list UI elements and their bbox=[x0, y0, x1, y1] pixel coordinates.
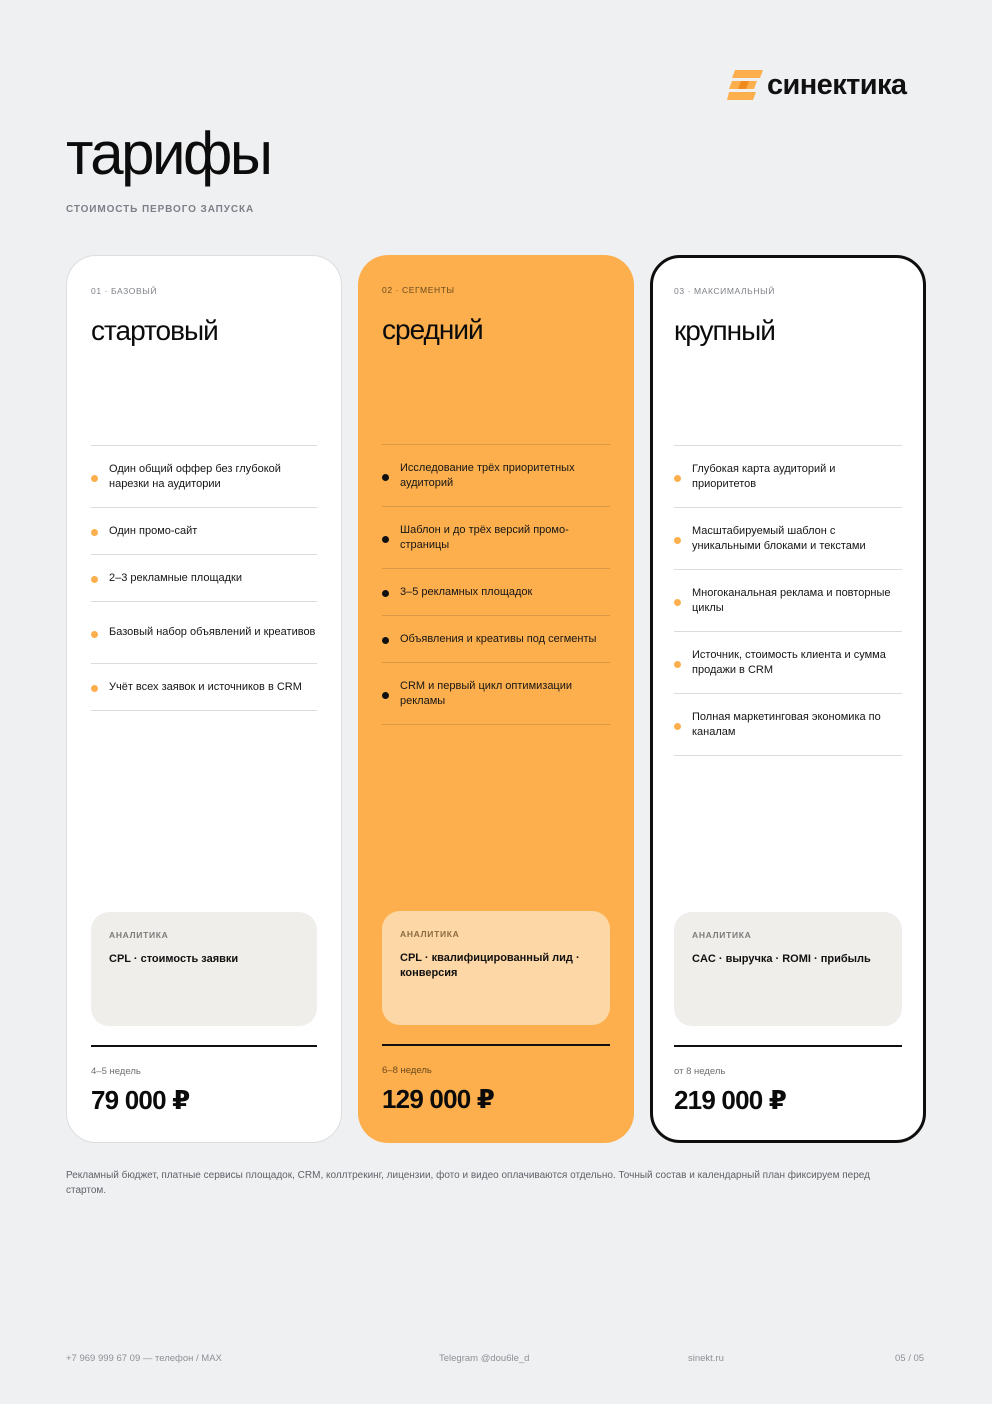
feature-item: CRM и первый цикл оптимизации рекламы bbox=[382, 663, 610, 725]
footer-telegram[interactable]: Telegram @dou6le_d bbox=[439, 1353, 530, 1364]
brand-logo bbox=[727, 70, 906, 100]
brand-mark-icon bbox=[727, 70, 763, 100]
feature-item: 2–3 рекламные площадки bbox=[91, 555, 317, 602]
analytics-box bbox=[674, 912, 902, 1026]
analytics-value: CPL · квалифицированный лид · конверсия bbox=[400, 952, 580, 979]
plan-name: средний bbox=[382, 314, 483, 345]
divider bbox=[91, 1045, 317, 1047]
plan-price: 129 000 ₽ bbox=[382, 1084, 495, 1114]
analytics-label: АНАЛИТИКА bbox=[400, 929, 460, 939]
plan-duration: 4–5 недель bbox=[91, 1066, 141, 1077]
bullet-icon bbox=[382, 692, 389, 699]
feature-item: 3–5 рекламных площадок bbox=[382, 569, 610, 616]
feature-list bbox=[674, 445, 902, 756]
bullet-icon bbox=[382, 590, 389, 597]
analytics-box bbox=[382, 911, 610, 1025]
bullet-icon bbox=[91, 631, 98, 638]
bullet-icon bbox=[91, 475, 98, 482]
analytics-box bbox=[91, 912, 317, 1026]
feature-item: Один промо-сайт bbox=[91, 508, 317, 555]
feature-item: Глубокая карта аудиторий и приоритетов bbox=[674, 446, 902, 508]
plan-price: 79 000 ₽ bbox=[91, 1085, 190, 1115]
feature-item: Учёт всех заявок и источников в CRM bbox=[91, 664, 317, 711]
bullet-icon bbox=[91, 685, 98, 692]
plan-tag: 01 · БАЗОВЫЙ bbox=[91, 286, 158, 296]
feature-item: Многоканальная реклама и повторные циклы bbox=[674, 570, 902, 632]
brand-name: синектика bbox=[767, 68, 907, 101]
bullet-icon bbox=[674, 537, 681, 544]
divider bbox=[674, 1045, 902, 1047]
bullet-icon bbox=[382, 536, 389, 543]
plan-card-medium bbox=[358, 255, 634, 1143]
bullet-icon bbox=[674, 475, 681, 482]
plan-card-large bbox=[650, 255, 926, 1143]
feature-item: Объявления и креативы под сегменты bbox=[382, 616, 610, 663]
bullet-icon bbox=[91, 529, 98, 536]
feature-item: Шаблон и до трёх версий промо-страницы bbox=[382, 507, 610, 569]
plan-name: стартовый bbox=[91, 315, 218, 346]
plan-price: 219 000 ₽ bbox=[674, 1085, 787, 1115]
feature-item: Полная маркетинговая экономика по каналам bbox=[674, 694, 902, 756]
footnote: Рекламный бюджет, платные сервисы площадок, CRM, коллтрекинг, лицензии, фото и видео оплачиваются отдельно. Точный состав и календарный план фиксируем перед стартом. bbox=[66, 1170, 870, 1196]
bullet-icon bbox=[674, 723, 681, 730]
footer-phone[interactable]: +7 969 999 67 09 — телефон / MAX bbox=[66, 1353, 222, 1364]
plan-card-start bbox=[66, 255, 342, 1143]
page-title: тарифы bbox=[66, 120, 271, 187]
footer-site[interactable]: sinekt.ru bbox=[688, 1353, 724, 1364]
plan-tag: 02 · СЕГМЕНТЫ bbox=[382, 285, 455, 295]
feature-list bbox=[91, 445, 317, 711]
bullet-icon bbox=[674, 661, 681, 668]
bullet-icon bbox=[382, 474, 389, 481]
page-subtitle: СТОИМОСТЬ ПЕРВОГО ЗАПУСКА bbox=[66, 204, 255, 215]
feature-item: Масштабируемый шаблон с уникальными блоками и текстами bbox=[674, 508, 902, 570]
feature-list bbox=[382, 444, 610, 725]
feature-item: Один общий оффер без глубокой нарезки на аудитории bbox=[91, 446, 317, 508]
bullet-icon bbox=[674, 599, 681, 606]
plan-duration: от 8 недель bbox=[674, 1066, 726, 1077]
analytics-value: CAC · выручка · ROMI · прибыль bbox=[692, 953, 871, 965]
page-number: 05 / 05 bbox=[895, 1353, 925, 1364]
analytics-label: АНАЛИТИКА bbox=[692, 930, 752, 940]
divider bbox=[382, 1044, 610, 1046]
plan-name: крупный bbox=[674, 315, 775, 346]
bullet-icon bbox=[382, 637, 389, 644]
feature-item: Исследование трёх приоритетных аудиторий bbox=[382, 445, 610, 507]
feature-item: Источник, стоимость клиента и сумма продажи в CRM bbox=[674, 632, 902, 694]
bullet-icon bbox=[91, 576, 98, 583]
analytics-label: АНАЛИТИКА bbox=[109, 930, 169, 940]
plan-tag: 03 · МАКСИМАЛЬНЫЙ bbox=[674, 286, 775, 296]
analytics-value: CPL · стоимость заявки bbox=[109, 953, 239, 965]
feature-item: Базовый набор объявлений и креативов bbox=[91, 602, 317, 664]
plan-duration: 6–8 недель bbox=[382, 1065, 432, 1076]
